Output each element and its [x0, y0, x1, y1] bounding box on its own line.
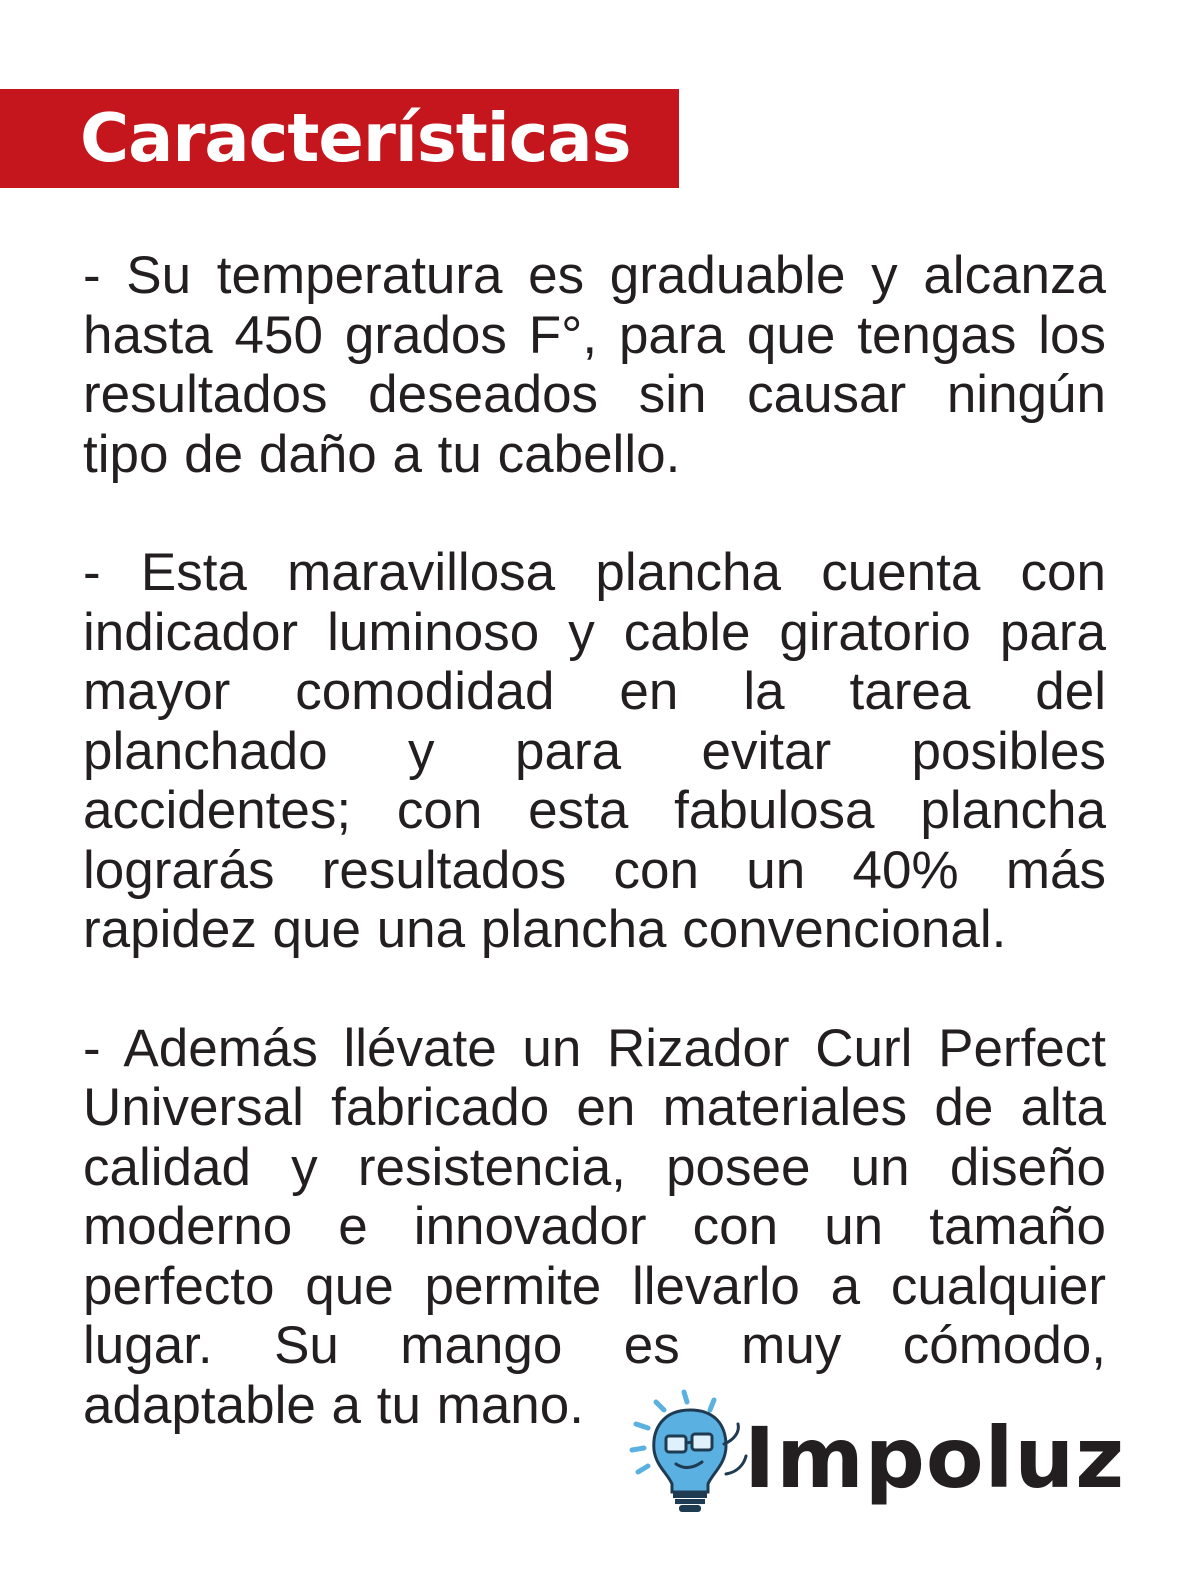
brand-logo	[626, 1388, 1126, 1518]
brand-name: Impoluz	[744, 1409, 1126, 1507]
lightbulb-mascot-icon	[626, 1388, 756, 1518]
title-banner	[0, 89, 679, 188]
features-text	[83, 246, 1106, 1435]
feature-paragraph-curler: - Además llévate un Rizador Curl Perfect Universal fabricado en materiales de alta calidad y resistencia, posee un diseño moderno e innovador con un tamaño perfecto que permite llevarlo a cualquier lugar. Su mango es muy cómodo, adaptable a tu mano.	[83, 1018, 1106, 1435]
feature-paragraph-temperature: - Su temperatura es graduable y alcanza hasta 450 grados F°, para que tengas los resultados deseados sin causar ningún tipo de daño a tu cabello.	[83, 246, 1106, 484]
page-title: Características	[80, 99, 631, 177]
feature-paragraph-indicator: - Esta maravillosa plancha cuenta con indicador luminoso y cable giratorio para mayor comodidad en la tarea del planchado y para evitar posibles accidentes; con esta fabulosa plancha lograrás resultados con un 40% más rapidez que una plancha convencional.	[83, 543, 1106, 959]
